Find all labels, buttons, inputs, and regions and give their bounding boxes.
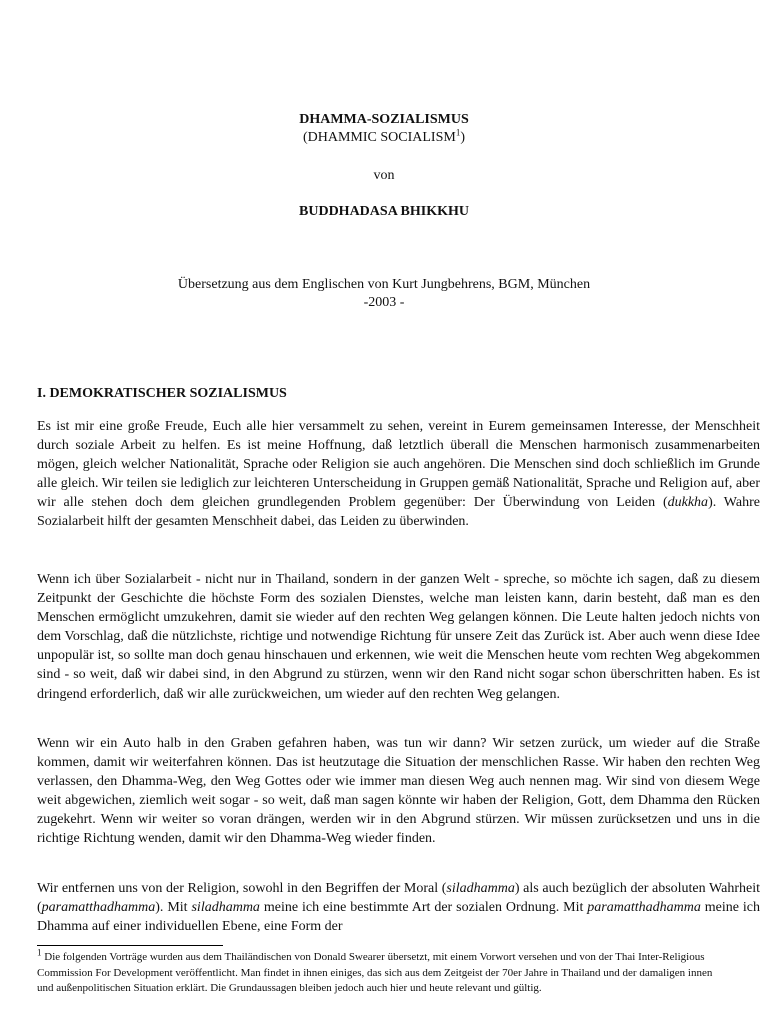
paragraph-4-text-b: ) als auch bezüglich der absoluten Wahrheit ( — [37, 881, 760, 916]
subtitle-text: (DHAMMIC SOCIALISM — [302, 130, 456, 145]
footnote-divider — [37, 945, 223, 946]
footnote — [37, 947, 727, 997]
footnote-mark: 1 — [37, 947, 42, 958]
by-line: von — [373, 168, 395, 183]
paragraph-3: Wenn wir ein Auto halb in den Graben gefahren haben, was tun wir dann? Wir setzen zurück, um wieder auf die Straße kommen, damit wir weiterfahren können. Das ist heutzutage die Situation der menschlichen Rasse. Wir haben den rechten Weg verlassen, den Dhamma-Weg, den Weg Gottes oder wie immer man diesen Weg auch nennen mag. Wir sind von diesem Wege weit abgewichen, ziemlich weit sogar - so weit, daß man sagen könnte wir haben der Religion, Gott, dem Dhamma den Rücken zugekehrt. Wenn wir weiter so voran drängen, werden wir in den Abgrund stürzen. Wir müssen zurücksetzen und uns in die richtige Richtung wenden, damit wir den Dhamma-Weg wieder finden. — [37, 736, 760, 847]
paragraph-4 — [37, 879, 760, 936]
paragraph-2: Wenn ich über Sozialarbeit - nicht nur in Thailand, sondern in der ganzen Welt - spreche, so möchte ich sagen, daß zu diesem Zeitpunkt der Geschichte die höchste Form des sozialen Dienstes, welche man leisten kann, darin besteht, daß man es den Menschen ermöglicht umzukehren, damit sie wieder auf den rechten Weg gelangen können. Die Leute halten jedoch nichts von dem Vorschlag, daß die nützlichste, richtige und notwendige Richtung für unsere Zeit das Zurück ist. Aber auch wenn diese Idee unpopulär ist, so sollte man doch genau hinschauen und erkennen, wie weit die Menschen heute vom rechten Weg abgekommen sind - so weit, daß wir dabei sind, in den Abgrund zu stürzen, wenn wir den Rand nicht sogar schon überschritten haben. Es ist dringend erforderlich, daß wir alle zurückweichen, um wieder auf den rechten Weg gelangen. — [37, 572, 760, 702]
paragraph-4-text-d: meine ich eine bestimmte Art der sozialen Ordnung. Mit — [259, 900, 588, 916]
term-dukkha: dukkha — [667, 495, 709, 511]
author-name: BUDDHADASA BHIKKHU — [299, 204, 469, 219]
footnote-reference[interactable]: 1 — [455, 127, 461, 138]
term-siladhamma-2: siladhamma — [191, 900, 260, 916]
translation-year: -2003 - — [363, 295, 405, 310]
subtitle-close: ) — [460, 130, 466, 145]
paragraph-4-text-c: ). Mit — [155, 900, 192, 916]
paragraph-1-text-a: Es ist mir eine große Freude, Euch alle hier versammelt zu sehen, vereint in Eurem gemeinsamen Interesse, der Menschheit durch soziale Arbeit zu helfen. Es ist meine Hoffnung, daß letztlich überall die Menschen harmonisch zusammenarbeiten mögen, gleich welcher Nationalität, Sprache oder Religion sie auch angehören. Die Menschen sind doch schließlich im Grunde alle gleich. Wir teilen sie lediglich zur leichteren Unterscheidung in Gruppen gemäß Nationalität, Sprache und Religion auf, aber wir alle stehen doch dem gleichen grundlegenden Problem gegenüber: Der Überwindung von Leiden ( — [37, 419, 760, 511]
term-paramatthadhamma-2: paramatthadhamma — [587, 900, 701, 916]
paragraph-1-text-b: ). Wahre Sozialarbeit hilft der gesamten Menschheit dabei, das Leiden zu überwinden. — [37, 495, 760, 530]
term-paramatthadhamma: paramatthadhamma — [41, 900, 156, 916]
document-subtitle — [0, 129, 768, 146]
paragraph-1 — [37, 417, 760, 532]
document-title: DHAMMA-SOZIALISMUS — [299, 112, 469, 127]
section-heading: I. DEMOKRATISCHER SOZIALISMUS — [37, 386, 287, 401]
paragraph-4-text-a: Wir entfernen uns von der Religion, sowohl in den Begriffen der Moral ( — [37, 881, 447, 896]
term-siladhamma: siladhamma — [446, 881, 515, 896]
paragraph-4-text-e: meine ich Dhamma auf einer individuellen Ebene, eine Form der — [37, 900, 761, 935]
footnote-text: Die folgenden Vorträge wurden aus dem Thailändischen von Donald Swearer übersetzt, mit einem Vorwort versehen und von der Thai Inter-Religious Commission For Development veröffentlicht. Man findet in ihnen einiges, das sich aus dem Zeitgeist der 70er Jahre in Thailand und der damaligen innen und außenpolitischen Situation erklärt. Die Grundaussagen bleiben jedoch auch hier und heute relevant und gültig. — [37, 951, 713, 994]
translation-note: Übersetzung aus dem Englischen von Kurt Jungbehrens, BGM, München — [177, 277, 591, 292]
